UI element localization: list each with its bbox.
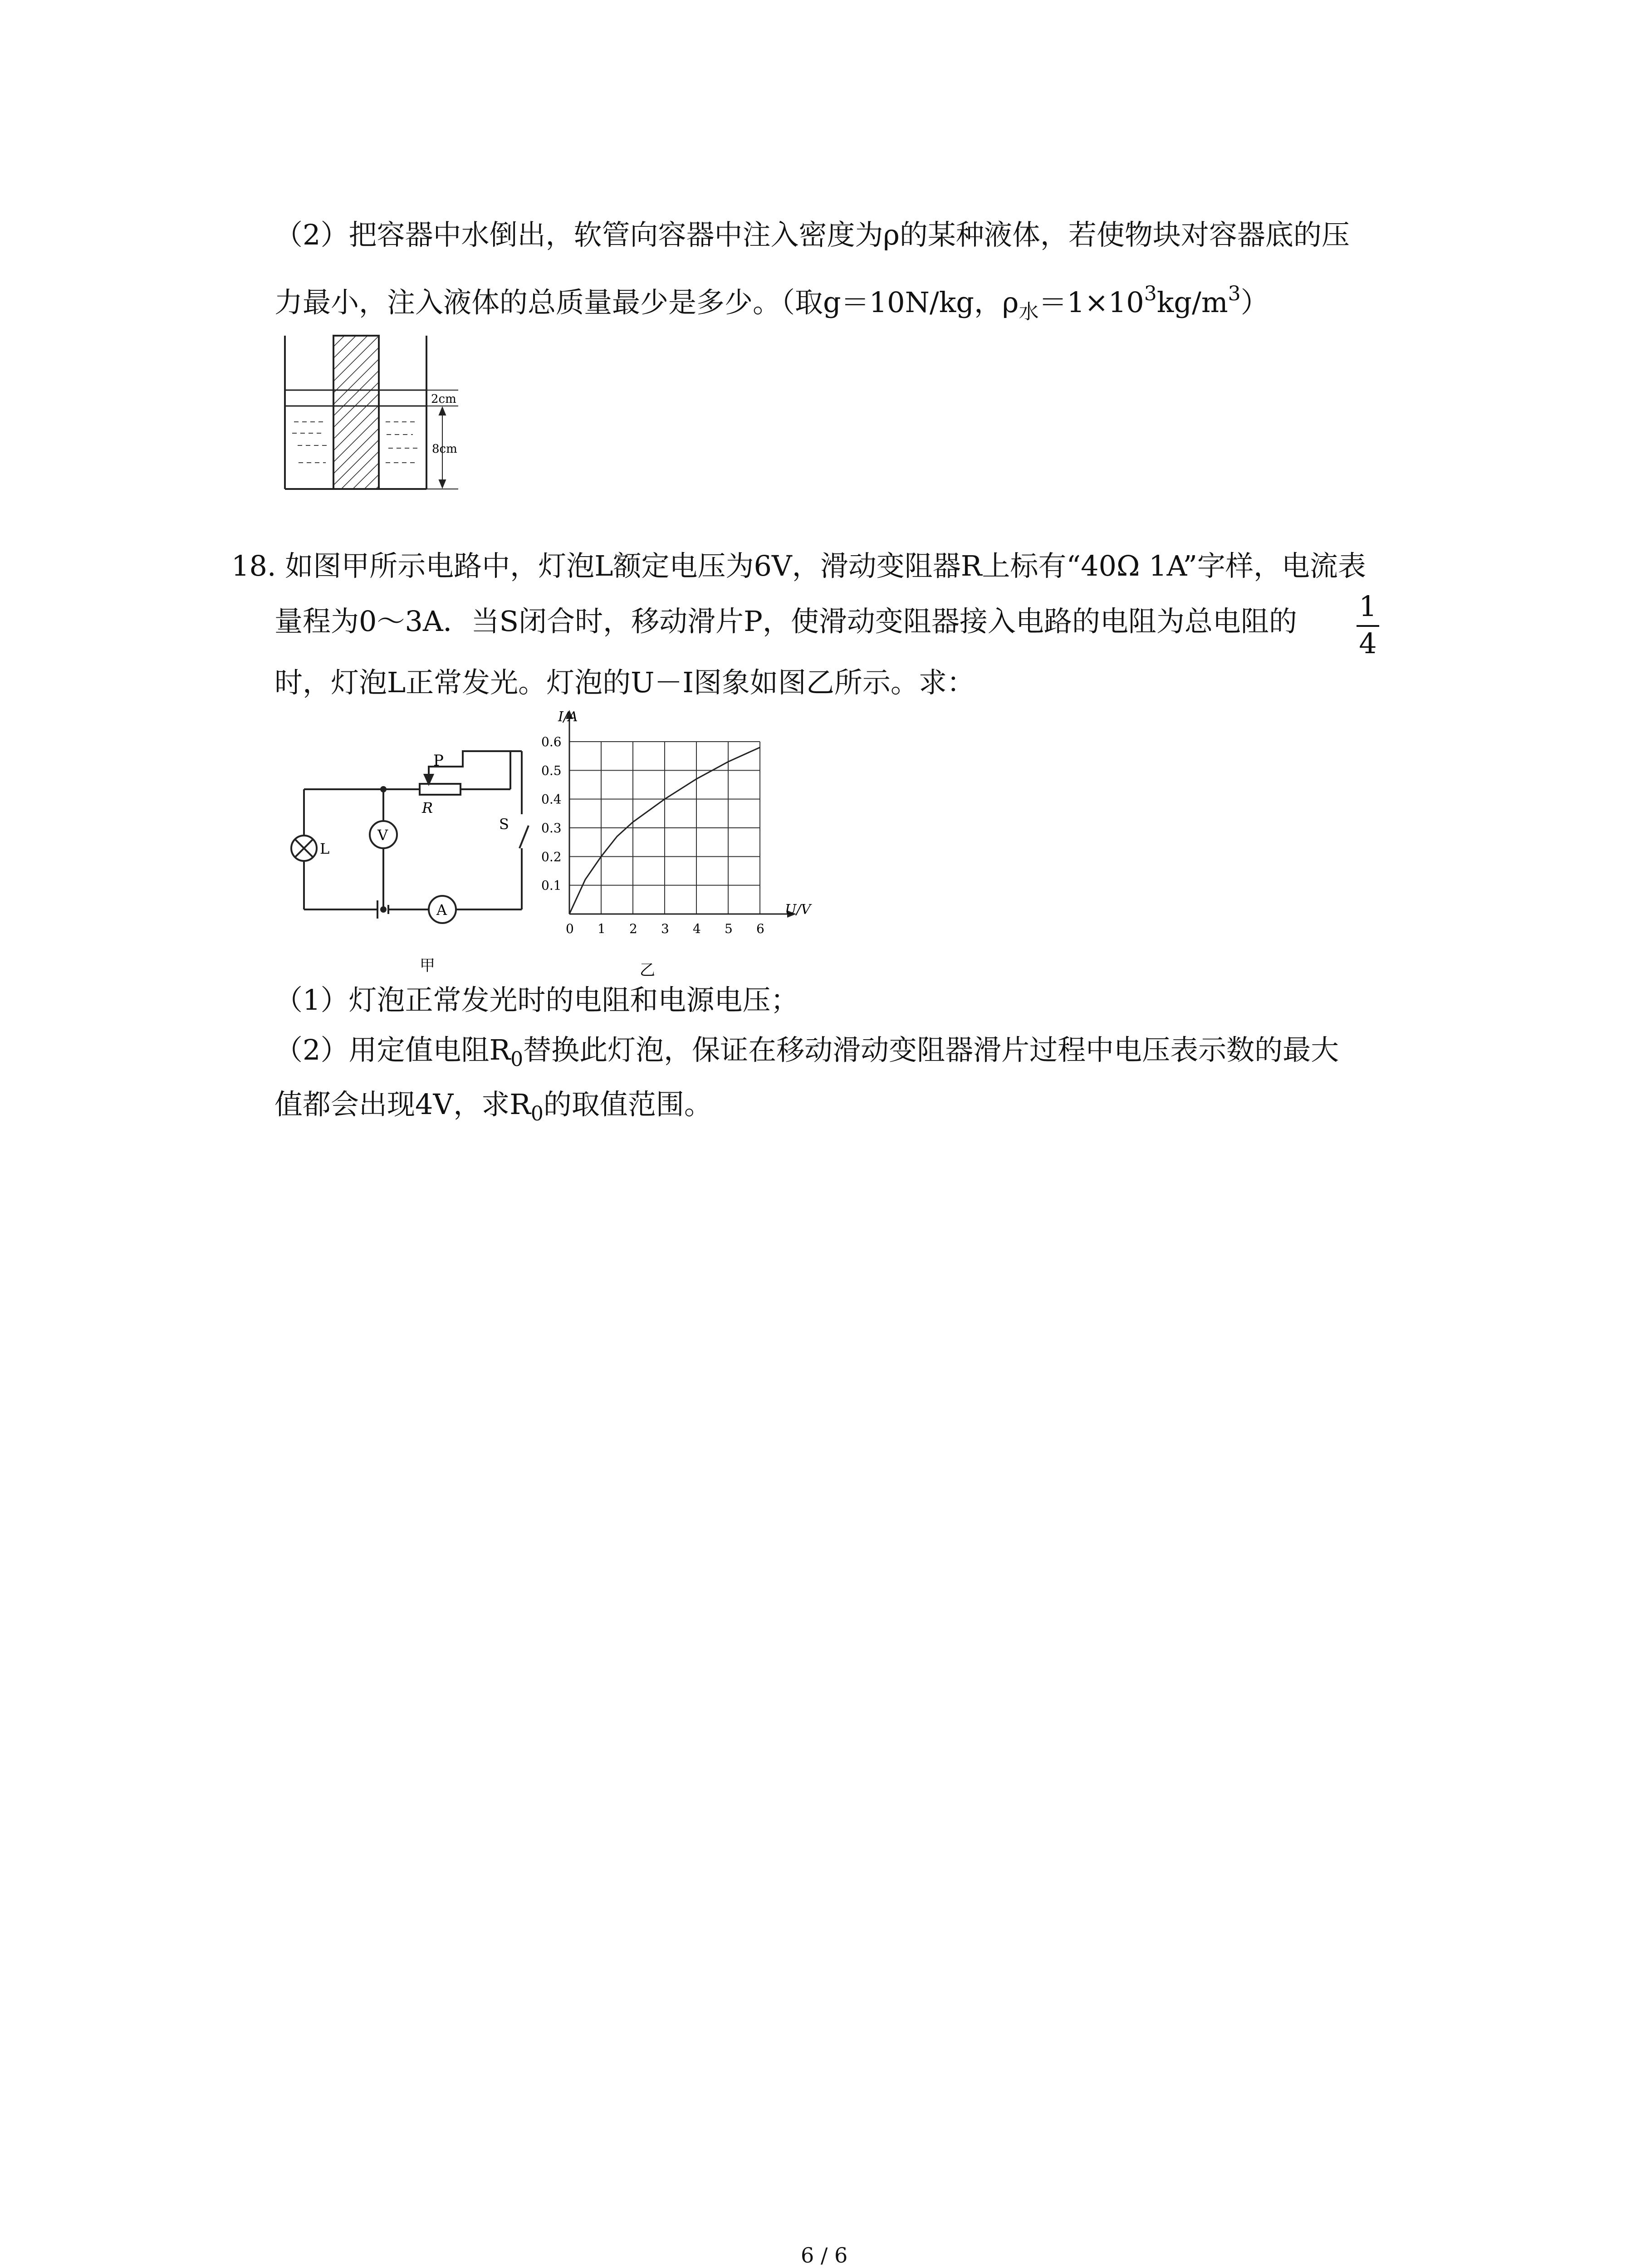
ui-chart [526,708,826,984]
q17-part2-line2 [274,276,1269,330]
q18-sub3-b: 的取值范围。 [543,1088,712,1121]
x-tick-label-4: 4 [693,921,701,936]
x-tick-label-2: 2 [629,921,637,936]
q18-sub3-a: 值都会出现4V，求R [274,1088,531,1121]
chart-axes [566,710,796,918]
q17-part2-line1 [274,217,1350,253]
chart-ticks [541,734,764,936]
fraction-denominator: 4 [1359,627,1377,660]
hatched-block [333,336,379,489]
q17-line2-a: 力最小，注入液体的总质量最少是多少。（取g＝10N/kg，ρ [274,286,1019,319]
container-figure [272,327,472,494]
x-tick-label-6: 6 [756,921,764,936]
y-tick-label-0.1: 0.1 [541,878,562,893]
y-tick-label-0.3: 0.3 [541,821,562,836]
q17-line2-sup: 3 [1144,282,1157,305]
q18-sub2-sub: 0 [510,1048,524,1071]
q18-sub1-text: （1）灯泡正常发光时的电阻和电源电压； [274,983,799,1017]
q17-line2-sup2: 3 [1228,282,1241,305]
page-number: 6 / 6 [801,2243,848,2268]
chart-grid [569,742,760,914]
q18-line2-text: 量程为0～3A．当S闭合时，移动滑片P，使滑动变阻器接入电路的电阻为总电阻的 [274,605,1297,638]
circuit-wires [304,751,529,909]
y-tick-label-0.6: 0.6 [541,734,562,749]
q18-sub3-sub: 0 [530,1102,544,1125]
label-8cm: 8cm [432,442,457,456]
q18-sub2 [274,1032,1339,1078]
x-tick-label-1: 1 [598,921,606,936]
q18-line1-text: 18. 如图甲所示电路中，灯泡L额定电压为6V，滑动变阻器R上标有“40Ω 1A”字样，电流表 [231,549,1366,582]
x-tick-label-3: 3 [661,921,669,936]
q18-sub2-b: 替换此灯泡，保证在移动滑动变阻器滑片过程中电压表示数的最大 [523,1033,1339,1066]
chart-xlabel: U/V [785,902,811,918]
fraction-numerator: 1 [1359,590,1377,623]
circuit-caption: 甲 [420,957,435,975]
label-p: P [433,752,444,770]
q17-line2-sub: 水 [1019,300,1039,323]
q18-sub3 [274,1086,712,1132]
x-tick-label-5: 5 [725,921,733,936]
y-tick-label-0.2: 0.2 [541,849,562,865]
y-tick-label-0.5: 0.5 [541,763,562,778]
rheostat-symbol [420,784,460,795]
q18-line3 [274,665,975,701]
x-tick-label-0: 0 [566,921,574,936]
q17-part2-line1-text: （2）把容器中水倒出，软管向容器中注入密度为ρ的某种液体，若使物块对容器底的压 [274,218,1350,251]
label-2cm: 2cm [431,392,456,406]
q18-line2 [274,603,1297,640]
circuit-diagram [272,726,544,980]
chart-ylabel: I/A [558,709,578,725]
lamp-symbol [291,836,317,861]
label-a: A [436,901,447,919]
q18-sub1 [274,982,798,1018]
q17-line2-c: kg/m [1156,286,1228,319]
q17-line2-d: ） [1240,286,1269,319]
y-tick-label-0.4: 0.4 [541,792,562,807]
q18-line3-text: 时，灯泡L正常发光。灯泡的U－I图象如图乙所示。求： [274,666,975,699]
label-v: V [377,826,388,844]
q17-line2-b: ＝1×10 [1038,286,1144,319]
chart-caption: 乙 [640,961,655,979]
label-r: R [422,799,433,816]
label-l: L [320,840,330,857]
q18-line1 [231,548,1366,584]
label-s: S [499,816,509,833]
q18-sub2-a: （2）用定值电阻R [274,1033,511,1066]
